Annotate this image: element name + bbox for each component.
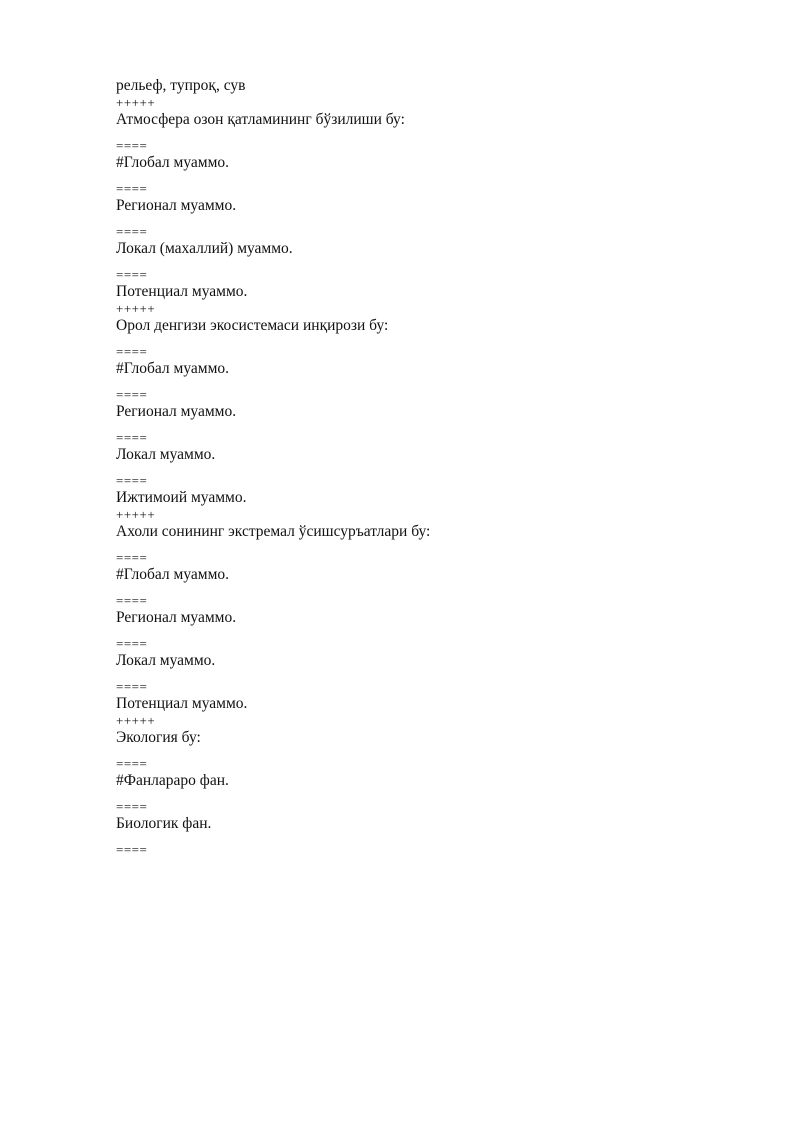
plus-separator: +++++ bbox=[116, 95, 156, 110]
answer-option: Биологик фан. bbox=[116, 815, 212, 832]
equals-separator: ==== bbox=[116, 387, 148, 402]
answer-option: Регионал муаммо. bbox=[116, 403, 237, 420]
equals-separator: ==== bbox=[116, 267, 148, 282]
answer-option: #Глобал муаммо. bbox=[116, 360, 230, 377]
equals-separator: ==== bbox=[116, 224, 148, 239]
answer-option: #Глобал муаммо. bbox=[116, 566, 230, 583]
equals-separator: ==== bbox=[116, 593, 148, 608]
question-text: Экология бу: bbox=[116, 729, 201, 746]
plus-separator: +++++ bbox=[116, 507, 156, 522]
equals-separator: ==== bbox=[116, 473, 148, 488]
answer-option: Регионал муаммо. bbox=[116, 197, 237, 214]
equals-separator: ==== bbox=[116, 842, 148, 857]
answer-option: Потенциал муаммо. bbox=[116, 283, 248, 300]
plus-separator: +++++ bbox=[116, 713, 156, 728]
equals-separator: ==== bbox=[116, 138, 148, 153]
answer-option: Локал муаммо. bbox=[116, 446, 216, 463]
question-text: Орол денгизи экосистемаси инқирози бу: bbox=[116, 317, 389, 334]
answer-option: #Фанлараро фан. bbox=[116, 772, 229, 789]
equals-separator: ==== bbox=[116, 430, 148, 445]
plus-separator: +++++ bbox=[116, 301, 156, 316]
equals-separator: ==== bbox=[116, 799, 148, 814]
equals-separator: ==== bbox=[116, 756, 148, 771]
equals-separator: ==== bbox=[116, 550, 148, 565]
answer-option: Ижтимоий муаммо. bbox=[116, 489, 247, 506]
equals-separator: ==== bbox=[116, 344, 148, 359]
text-line: рельеф, тупроқ, сув bbox=[116, 77, 246, 94]
equals-separator: ==== bbox=[116, 181, 148, 196]
equals-separator: ==== bbox=[116, 636, 148, 651]
question-text: Ахоли сонининг экстремал ўсишсуръатлари бу: bbox=[116, 523, 431, 540]
answer-option: Регионал муаммо. bbox=[116, 609, 237, 626]
answer-option: Локал (махаллий) муаммо. bbox=[116, 240, 293, 257]
equals-separator: ==== bbox=[116, 679, 148, 694]
answer-option: Локал муаммо. bbox=[116, 652, 216, 669]
answer-option: Потенциал муаммо. bbox=[116, 695, 248, 712]
question-text: Атмосфера озон қатламининг бўзилиши бу: bbox=[116, 111, 405, 128]
document-body bbox=[116, 76, 716, 857]
answer-option: #Глобал муаммо. bbox=[116, 154, 230, 171]
